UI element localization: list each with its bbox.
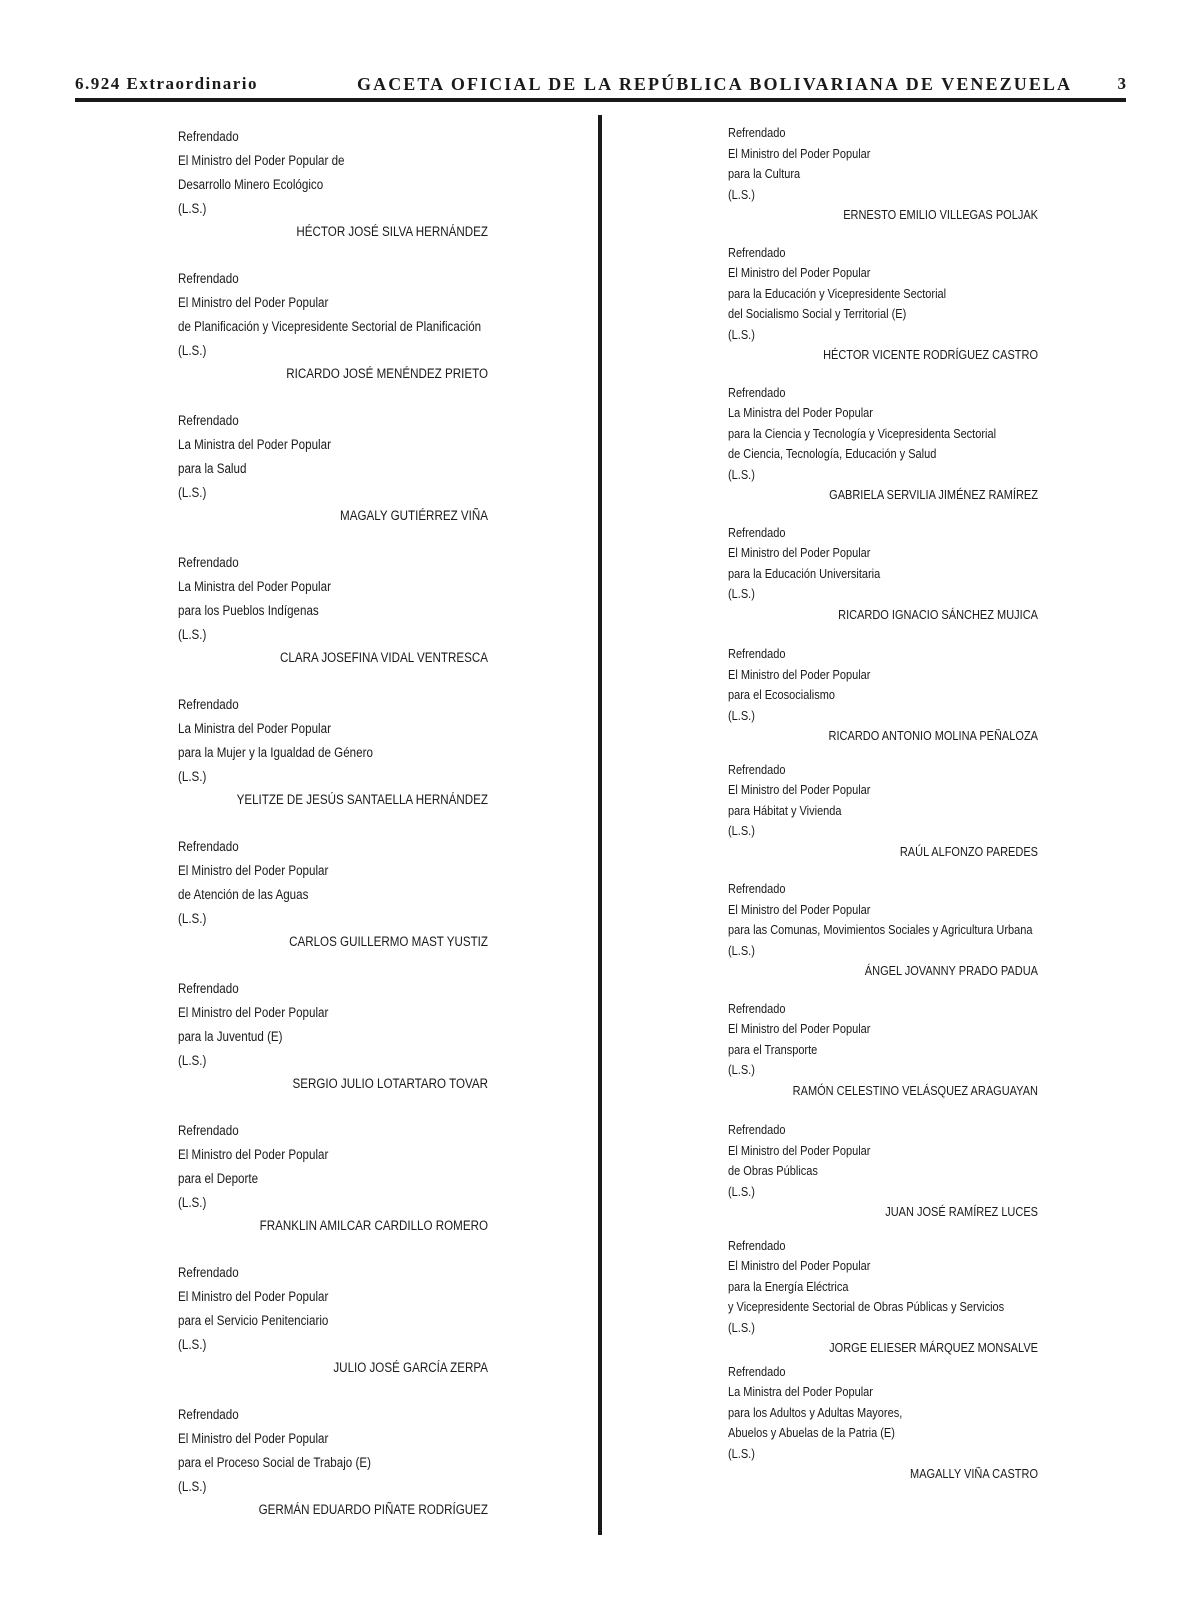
signatory-name: YELITZE DE JESÚS SANTAELLA HERNÁNDEZ: [236, 792, 488, 807]
seal-mark: (L.S.): [178, 201, 207, 216]
minister-title-line: para la Ciencia y Tecnología y Vicepresidenta Sectorial: [728, 426, 997, 441]
minister-title-line: El Ministro del Poder Popular: [728, 1022, 871, 1036]
signatory-name: HÉCTOR VICENTE RODRÍGUEZ CASTRO: [823, 348, 1038, 362]
page-header: [75, 74, 1126, 94]
minister-title-line: El Ministro del Poder Popular: [728, 902, 871, 917]
minister-title-line: para el Deporte: [178, 1171, 259, 1186]
seal-mark: (L.S.): [178, 343, 207, 358]
seal-mark: (L.S.): [728, 327, 755, 342]
endorsement-label: Refrendado: [728, 1364, 786, 1379]
signatory-name: SERGIO JULIO LOTARTARO TOVAR: [292, 1076, 488, 1091]
minister-title-line: de Obras Públicas: [728, 1164, 818, 1178]
endorsement-label: Refrendado: [728, 1238, 786, 1253]
minister-title-line: para la Educación y Vicepresidente Sectorial: [728, 286, 947, 301]
seal-mark: (L.S.): [728, 587, 755, 601]
endorsement-label: Refrendado: [728, 525, 786, 540]
minister-title-line: para las Comunas, Movimientos Sociales y Agricultura Urbana: [728, 923, 1033, 937]
signatory-name: ÁNGEL JOVANNY PRADO PADUA: [864, 964, 1038, 978]
signature-block: [728, 999, 1038, 1102]
signature-block: [728, 1236, 1038, 1359]
seal-mark: (L.S.): [728, 1320, 755, 1335]
minister-title-line: para Hábitat y Vivienda: [728, 803, 842, 818]
minister-title-line: El Ministro del Poder Popular: [178, 1431, 329, 1446]
signatory-name: RICARDO ANTONIO MOLINA PEÑALOZA: [828, 729, 1038, 743]
seal-mark: (L.S.): [728, 943, 755, 958]
endorsement-label: Refrendado: [728, 647, 786, 661]
column-divider: [598, 115, 602, 1535]
minister-title-line: para el Proceso Social de Trabajo (E): [178, 1455, 371, 1470]
signatory-name: GERMÁN EDUARDO PIÑATE RODRÍGUEZ: [258, 1502, 488, 1517]
minister-title-line: El Ministro del Poder Popular: [728, 1259, 871, 1273]
signature-block: [178, 125, 488, 267]
minister-title-line: El Ministro del Poder Popular: [728, 266, 871, 280]
header-rule: [75, 98, 1126, 102]
signatory-name: CLARA JOSEFINA VIDAL VENTRESCA: [280, 650, 488, 665]
seal-mark: (L.S.): [178, 485, 207, 500]
signature-block: [178, 267, 488, 409]
minister-title-line: para la Cultura: [728, 167, 801, 181]
minister-title-line: El Ministro del Poder Popular: [178, 1005, 329, 1020]
issue-number: 6.924 Extraordinario: [75, 74, 258, 93]
minister-title-line: para la Juventud (E): [178, 1029, 283, 1044]
signatory-name: RICARDO IGNACIO SÁNCHEZ MUJICA: [838, 607, 1038, 622]
minister-title-line: para el Ecosocialismo: [728, 688, 836, 702]
signatory-name: RAÚL ALFONZO PAREDES: [899, 844, 1038, 859]
minister-title-line: El Ministro del Poder Popular: [728, 146, 871, 161]
signatory-name: CARLOS GUILLERMO MAST YUSTIZ: [289, 934, 488, 949]
endorsement-label: Refrendado: [178, 981, 239, 996]
endorsement-label: Refrendado: [178, 271, 239, 286]
minister-title-line: El Ministro del Poder Popular: [728, 783, 871, 797]
endorsement-label: Refrendado: [728, 1123, 786, 1137]
seal-mark: (L.S.): [178, 769, 207, 784]
minister-title-line: de Planificación y Vicepresidente Sectorial de Planificación: [178, 319, 482, 334]
seal-mark: (L.S.): [178, 1053, 207, 1068]
seal-mark: (L.S.): [728, 708, 755, 723]
minister-title-line: para el Servicio Penitenciario: [178, 1313, 329, 1328]
minister-title-line: para la Educación Universitaria: [728, 566, 881, 581]
minister-title-line: para los Adultos y Adultas Mayores,: [728, 1405, 903, 1420]
endorsement-label: Refrendado: [728, 385, 786, 400]
signature-block: [728, 383, 1038, 506]
seal-mark: (L.S.): [728, 824, 755, 838]
endorsement-label: Refrendado: [728, 762, 786, 777]
seal-mark: (L.S.): [178, 627, 207, 642]
minister-title-line: El Ministro del Poder Popular: [728, 667, 871, 682]
endorsement-label: Refrendado: [728, 126, 786, 140]
signatory-name: JORGE ELIESER MÁRQUEZ MONSALVE: [829, 1341, 1038, 1355]
signature-block: [728, 1120, 1038, 1223]
signatory-name: FRANKLIN AMILCAR CARDILLO ROMERO: [259, 1218, 488, 1233]
minister-title-line: La Ministra del Poder Popular: [178, 579, 331, 594]
signature-block: [728, 123, 1038, 226]
endorsement-label: Refrendado: [178, 1123, 239, 1138]
signatory-name: GABRIELA SERVILIA JIMÉNEZ RAMÍREZ: [829, 488, 1038, 502]
endorsement-label: Refrendado: [178, 839, 239, 854]
signature-block: [178, 1119, 488, 1261]
seal-mark: (L.S.): [728, 1063, 755, 1077]
seal-mark: (L.S.): [178, 911, 207, 926]
signatory-name: JULIO JOSÉ GARCÍA ZERPA: [333, 1360, 488, 1375]
minister-title-line: El Ministro del Poder Popular: [178, 1147, 329, 1162]
endorsement-label: Refrendado: [178, 413, 239, 428]
minister-title-line: Abuelos y Abuelas de la Patria (E): [728, 1426, 895, 1440]
minister-title-line: de Ciencia, Tecnología, Educación y Salud: [728, 447, 937, 461]
endorsement-label: Refrendado: [728, 245, 786, 260]
seal-mark: (L.S.): [728, 1446, 755, 1461]
minister-title-line: La Ministra del Poder Popular: [178, 721, 331, 736]
minister-title-line: para la Salud: [178, 461, 247, 476]
signatory-name: MAGALLY VIÑA CASTRO: [910, 1467, 1038, 1481]
seal-mark: (L.S.): [728, 1184, 755, 1199]
signatory-name: ERNESTO EMILIO VILLEGAS POLJAK: [843, 208, 1038, 222]
minister-title-line: y Vicepresidente Sectorial de Obras Públicas y Servicios: [728, 1300, 1005, 1314]
seal-mark: (L.S.): [178, 1337, 207, 1352]
signature-block: [728, 1362, 1038, 1485]
signature-block: [178, 551, 488, 693]
minister-title-line: de Atención de las Aguas: [178, 887, 309, 902]
signature-block: [178, 1261, 488, 1403]
seal-mark: (L.S.): [728, 467, 755, 482]
gazette-title: GACETA OFICIAL DE LA REPÚBLICA BOLIVARIANA DE VENEZUELA: [357, 74, 1073, 94]
seal-mark: (L.S.): [728, 187, 755, 202]
minister-title-line: El Ministro del Poder Popular: [178, 863, 329, 878]
endorsement-label: Refrendado: [728, 1001, 786, 1016]
signature-block: [728, 644, 1038, 747]
signature-block: [178, 835, 488, 977]
signature-block: [728, 879, 1038, 982]
seal-mark: (L.S.): [178, 1479, 207, 1494]
signature-block: [728, 760, 1038, 863]
signatory-name: RICARDO JOSÉ MENÉNDEZ PRIETO: [286, 366, 488, 381]
left-column: [178, 125, 488, 1545]
signatory-name: MAGALY GUTIÉRREZ VIÑA: [340, 508, 488, 523]
minister-title-line: El Ministro del Poder Popular: [178, 295, 329, 310]
minister-title-line: para la Energía Eléctrica: [728, 1279, 849, 1294]
endorsement-label: Refrendado: [178, 1407, 239, 1422]
minister-title-line: para el Transporte: [728, 1042, 818, 1057]
minister-title-line: La Ministra del Poder Popular: [728, 1385, 873, 1399]
minister-title-line: El Ministro del Poder Popular de: [178, 153, 345, 168]
endorsement-label: Refrendado: [178, 555, 239, 570]
signature-block: [728, 523, 1038, 626]
signature-block: [178, 409, 488, 551]
minister-title-line: El Ministro del Poder Popular: [728, 546, 871, 560]
endorsement-label: Refrendado: [178, 697, 239, 712]
endorsement-label: Refrendado: [178, 129, 239, 144]
minister-title-line: La Ministra del Poder Popular: [178, 437, 331, 452]
minister-title-line: del Socialismo Social y Territorial (E): [728, 307, 907, 321]
minister-title-line: para los Pueblos Indígenas: [178, 603, 319, 618]
minister-title-line: para la Mujer y la Igualdad de Género: [178, 745, 373, 760]
minister-title-line: El Ministro del Poder Popular: [178, 1289, 329, 1304]
page-number: 3: [1117, 74, 1126, 93]
signatory-name: RAMÓN CELESTINO VELÁSQUEZ ARAGUAYAN: [792, 1083, 1038, 1098]
signature-block: [728, 243, 1038, 366]
minister-title-line: Desarrollo Minero Ecológico: [178, 177, 324, 192]
minister-title-line: El Ministro del Poder Popular: [728, 1143, 871, 1158]
signatory-name: JUAN JOSÉ RAMÍREZ LUCES: [885, 1205, 1038, 1219]
right-column: [728, 123, 1038, 1485]
endorsement-label: Refrendado: [728, 882, 786, 896]
signature-block: [178, 977, 488, 1119]
minister-title-line: La Ministra del Poder Popular: [728, 406, 873, 420]
signatory-name: HÉCTOR JOSÉ SILVA HERNÁNDEZ: [296, 224, 488, 239]
endorsement-label: Refrendado: [178, 1265, 239, 1280]
signature-block: [178, 693, 488, 835]
signature-block: [178, 1403, 488, 1545]
seal-mark: (L.S.): [178, 1195, 207, 1210]
